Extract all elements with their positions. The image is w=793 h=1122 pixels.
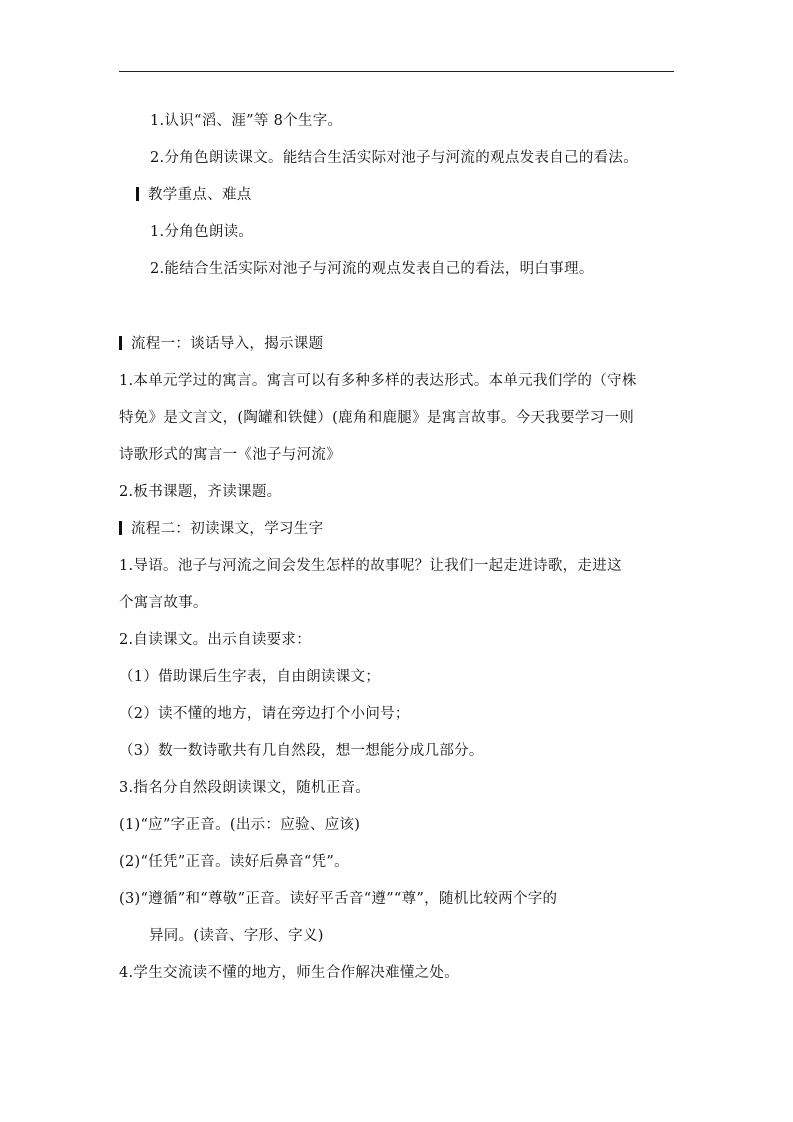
process1-line: 1.本单元学过的寓言。寓言可以有多种多样的表达形式。本单元我们学的（守株 [119,373,637,389]
process2-line: (3)“遵循”和“尊敬”正音。读好平舌音“遵”“尊”，随机比较两个字的 [119,891,558,907]
process2-line: (1)“应”字正音。(出示：应验、应该) [119,817,361,833]
key-points-heading-text: 教学重点、难点 [148,187,252,203]
process1-heading [119,334,323,354]
process2-line: （1）借助课后生字表，自由朗读课文； [119,669,381,685]
heading-bar-icon [119,521,122,535]
process2-heading [119,519,323,539]
process2-line: 2.自读课文。出示自读要求： [119,632,312,648]
process2-line: （2）读不懂的地方，请在旁边打个小问号； [119,706,410,722]
key-point-1: 1.分角色朗读。 [150,224,254,240]
header-rule [119,71,674,72]
objective-1: 1.认识“滔、涯”等 8个生字。 [150,113,343,129]
heading-bar-icon [136,187,139,201]
process2-line: (2)“任凭”正音。读好后鼻音“凭”。 [119,854,349,870]
objective-2: 2.分角色朗读课文。能结合生活实际对池子与河流的观点发表自己的看法。 [150,150,639,166]
key-points-heading [136,185,252,205]
process1-heading-text: 流程一：谈话导入，揭示课题 [131,336,324,352]
process2-line: 1.导语。池子与河流之间会发生怎样的故事呢？让我们一起走进诗歌，走进这 [119,558,622,574]
process1-line: 诗歌形式的寓言一《池子与河流》 [119,447,341,463]
process2-line: 个寓言故事。 [119,595,208,611]
key-point-2: 2.能结合生活实际对池子与河流的观点发表自己的看法，明白事理。 [150,261,594,277]
process1-line: 特免》是文言文，(陶罐和铁健）(鹿角和鹿腿》是寓言故事。今天我要学习一则 [119,410,635,426]
process2-line: 4.学生交流读不懂的地方，师生合作解决难懂之处。 [119,965,460,981]
process1-line: 2.板书课题，齐读课题。 [119,484,282,500]
process2-line: 3.指名分自然段朗读课文，随机正音。 [119,780,371,796]
heading-bar-icon [119,336,122,350]
process2-line: （3）数一数诗歌共有几自然段，想一想能分成几部分。 [119,743,484,759]
process2-heading-text: 流程二：初读课文，学习生字 [131,521,324,537]
process2-line: 异同。(读音、字形、字义) [149,928,324,944]
